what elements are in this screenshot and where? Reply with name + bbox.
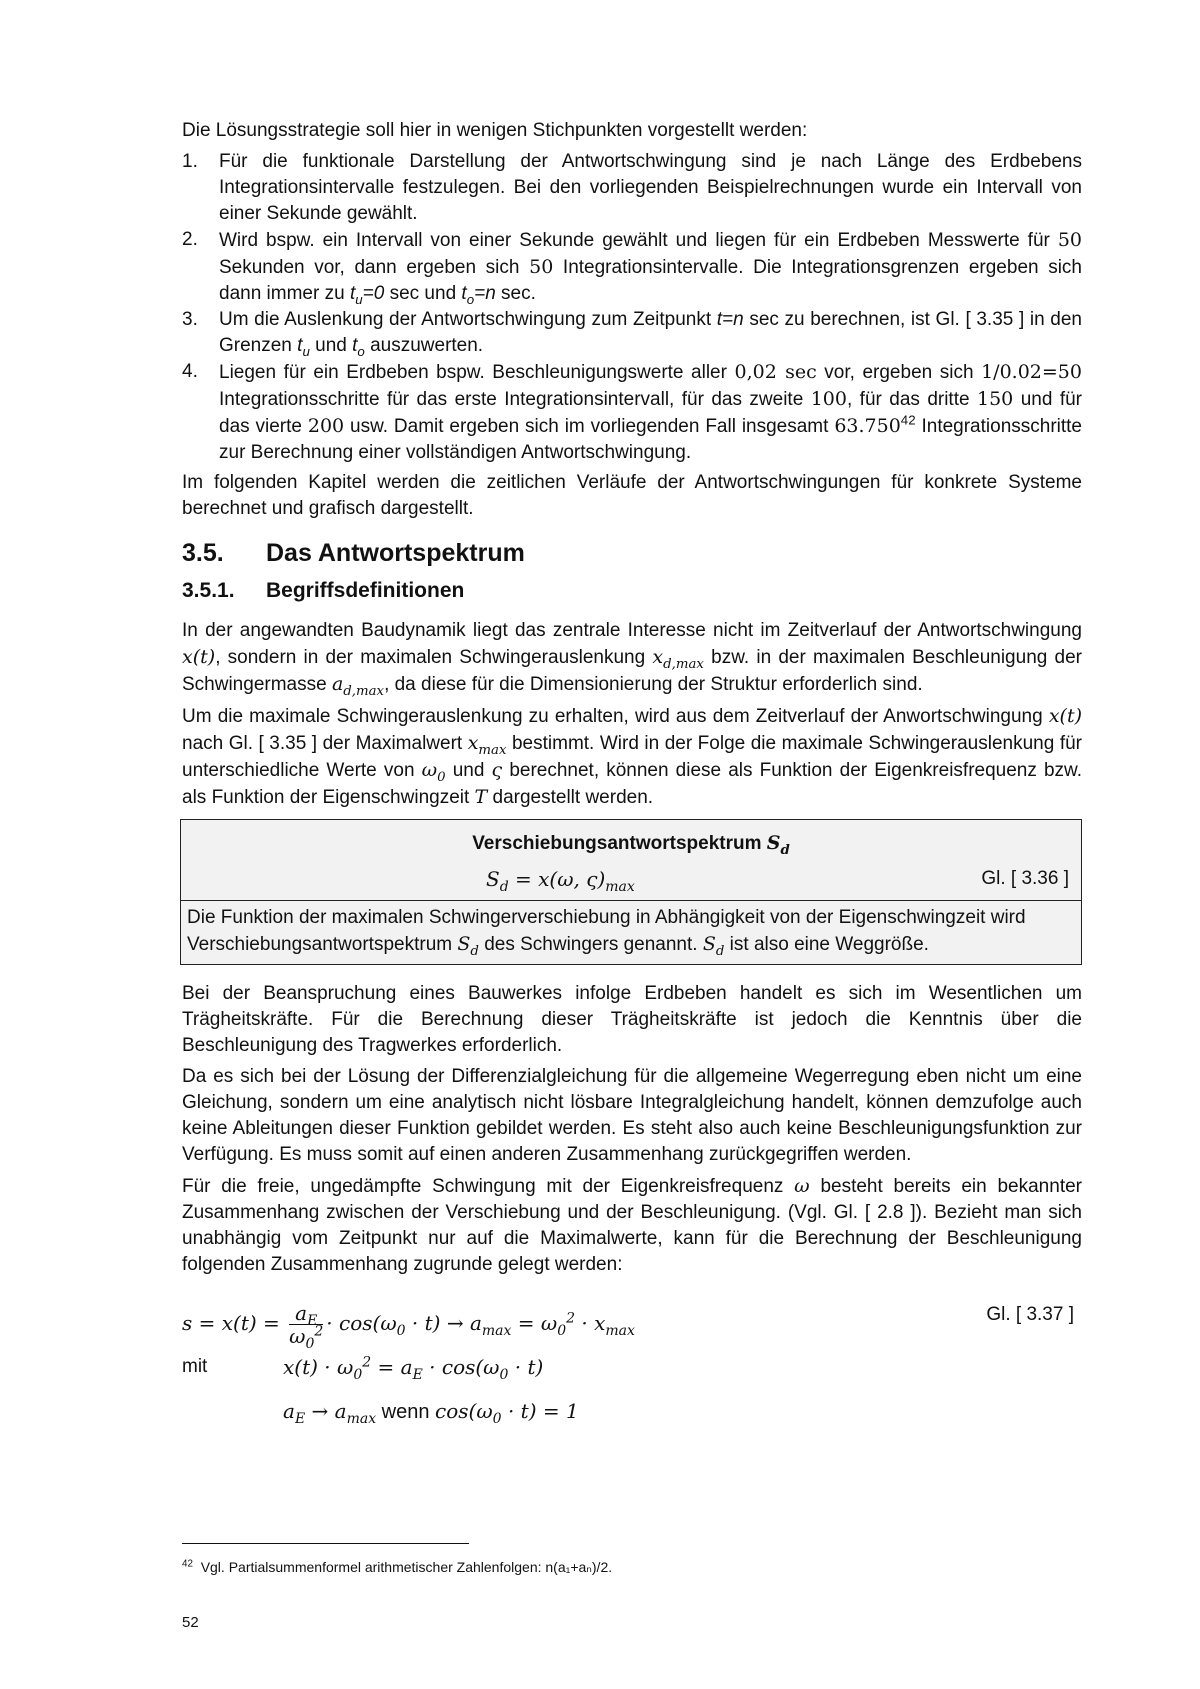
- list-item: [182, 149, 1082, 227]
- list-marker: 3.: [182, 309, 198, 330]
- footnote-text: Vgl. Partialsummenformel arithmetischer Zahlenfolgen: n(a₁+aₙ)/2.: [200, 1559, 613, 1575]
- equation-ref: Gl. [ 3.37 ]: [986, 1304, 1074, 1325]
- list-item-text: usw. Damit ergeben sich im vorliegenden Fall insgesamt: [344, 416, 835, 437]
- paragraph: Für die freie, ungedämpfte Schwingung mit der Eigenkreisfrequenz ω besteht bereits ein bekannter Zusammenhang zwischen der Verschiebung und der Beschleunigung. (Vgl. Gl. [ 2.8 ]). Bezieht man sich unabhängig vom Zeitpunkt nur auf die Maximalwerte, kann für die Berechnung der Beschleunigung folgenden Zusammenhang zugrunde gelegt werden:: [182, 1175, 1082, 1275]
- page-number: 52: [182, 1614, 199, 1631]
- equation-3-37: [182, 1288, 1082, 1352]
- formula: $S_d = x(\omega$, $\varsigma)_{max}$: [486, 867, 635, 895]
- inline-number: 50: [1057, 229, 1082, 251]
- inline-number: 63.750: [834, 415, 901, 437]
- definition-box: [180, 819, 1082, 965]
- list-item-text: Integrationsschritte zur Berechnung einer vollständigen Antwortschwingung.: [219, 416, 1083, 463]
- var-t: t=n: [716, 309, 744, 330]
- list-item-text: Integrationsschritte für das erste Integrationsintervall, für das zweite: [219, 389, 811, 410]
- list-item-text: Liegen für ein Erdbeben bspw. Beschleunigungswerte aller: [219, 362, 735, 383]
- footnote-separator: [182, 1543, 469, 1544]
- footnote-number: 42: [182, 1558, 193, 1570]
- footnote: [182, 1559, 612, 1576]
- formula: $a_E \to a_{max}$ wenn $\cos(\omega_0 \cdot t) = 1$: [283, 1399, 579, 1427]
- var-to: $t_o$: [352, 335, 365, 359]
- list-item: [182, 307, 1082, 359]
- var-tu: $t_u$: [297, 335, 310, 359]
- subsection-heading: [182, 578, 1082, 604]
- list-marker: 1.: [182, 151, 198, 172]
- math-inline: ς: [491, 759, 503, 781]
- paragraph: Im folgenden Kapitel werden die zeitlichen Verläufe der Antwortschwingungen für konkrete Systeme berechnet und grafisch dargestellt.: [182, 472, 1082, 519]
- paragraph: Um die maximale Schwingerauslenkung zu erhalten, wird aus dem Zeitverlauf der Anwortschwingung x(t) nach Gl. [ 3.35 ] der Maximalwert $x_{max}$ bestimmt. Wird in der Folge die maximale Schwingerauslenkung für unterschiedliche Werte von $\omega_0$ und ς berechnet, können diese als Funktion der Eigenkreisfrequenz bzw. als Funktion der Eigenschwingzeit T dargestellt werden.: [182, 705, 1082, 808]
- formula: $x(t) \cdot \omega_0^2 = a_E \cdot \cos(\omega_0 \cdot t)$: [283, 1354, 544, 1383]
- list-item-text: Integrationsintervalle. Die Integrationsgrenzen ergeben sich dann immer zu: [219, 257, 1082, 304]
- equation-3-36: [181, 860, 1081, 900]
- list-marker: 4.: [182, 361, 198, 382]
- list-item-text: und: [309, 335, 353, 356]
- inline-number: 50: [529, 256, 554, 278]
- list-item-text: auszuwerten.: [364, 335, 484, 356]
- section-heading: [182, 538, 1082, 568]
- list-item-text: , für das dritte: [846, 389, 977, 410]
- equation-mit-line-1: [182, 1348, 1082, 1392]
- math-inline: $x_{d,max}$: [652, 646, 704, 672]
- math-inline: ω: [794, 1175, 810, 1197]
- inline-number: 200: [307, 415, 345, 437]
- inline-number: 100: [810, 388, 847, 410]
- list-item: [182, 359, 1082, 466]
- paragraph: Da es sich bei der Lösung der Differenzialgleichung für die allgemeine Wegerregung eben nicht um eine Gleichung, sondern um eine analytisch nicht lösbare Integralgleichung handelt, können demzufolge auch keine Ableitungen dieser Funktion gebildet werden. Es steht also auch keine Beschleunigungsfunktion zur Verfügung. Es muss somit auf einen anderen Zusammenhang zurückgegriffen werden.: [182, 1066, 1082, 1165]
- paragraph: Bei der Beanspruchung eines Bauwerkes infolge Erdbeben handelt es sich im Wesentlichen um Trägheitskräfte. Für die Berechnung dieser Trägheitskräfte ist jedoch die Kenntnis über die Beschleunigung des Tragwerkes erforderlich.: [182, 983, 1082, 1056]
- footnote-ref: 42: [900, 412, 916, 428]
- list-item-text: sec.: [495, 283, 536, 304]
- mit-label: mit: [182, 1356, 208, 1377]
- paragraph: In der angewandten Baudynamik liegt das zentrale Interesse nicht im Zeitverlauf der Antwortschwingung x(t), sondern in der maximalen Schwingerauslenkung $x_{d,max}$ bzw. in der maximalen Beschleunigung der Schwingermasse $a_{d,max}$, da diese für die Dimensionierung der Struktur erforderlich sind.: [182, 620, 1082, 699]
- list-item-text: sec zu berechnen, ist Gl. [ 3.35 ] in den Grenzen: [219, 309, 1082, 356]
- formula: s = x(t) = $\frac{a_E}{\omega_0^2}$ · $\cos(\omega_0 \cdot t) \to a_{max} = \omega_0^2 \cdot x_{max}$: [182, 1301, 635, 1352]
- list-item-text: und für das vierte: [219, 389, 1082, 437]
- list-marker: 2.: [182, 229, 198, 250]
- list-item-text: Um die Auslenkung der Antwortschwingung zum Zeitpunkt: [219, 309, 717, 330]
- strategy-list: [182, 149, 1082, 466]
- definition-title: Verschiebungsantwortspektrum $S_d$: [472, 832, 790, 858]
- list-item: [182, 227, 1082, 307]
- section-title: Das Antwortspektrum: [266, 539, 525, 567]
- intro-text: Die Lösungsstrategie soll hier in wenigen Stichpunkten vorgestellt werden:: [182, 120, 808, 141]
- inline-number: 1/0.02=50: [981, 361, 1082, 383]
- list-item-text: vor, ergeben sich: [816, 362, 982, 383]
- list-item-text: Sekunden vor, dann ergeben sich: [219, 257, 530, 278]
- equation-mit-line-2: [182, 1392, 1082, 1436]
- section-number: 3.5.: [182, 539, 224, 567]
- list-item-text: Für die funktionale Darstellung der Antwortschwingung sind je nach Länge des Erdbebens Integrationsintervalle festzulegen. Bei den vorliegenden Beispielrechnungen wurde ein Intervall von einer Sekunde gewählt.: [219, 151, 1082, 224]
- math-inline: $\omega_0$: [421, 759, 446, 785]
- page-body: [182, 118, 1082, 1436]
- var-tu: $t_u=0$: [349, 283, 385, 307]
- list-item-text: sec und: [384, 283, 462, 304]
- var-to: $t_o=n$: [461, 283, 496, 307]
- definition-text: Die Funktion der maximalen Schwingerverschiebung in Abhängigkeit von der Eigenschwingzeit wird Verschiebungsantwortspektrum $S_d$ des Schwingers genannt. $S_d$ ist also eine Weggröße.: [181, 900, 1081, 964]
- inline-number: 150: [977, 388, 1014, 410]
- math-inline: $a_{d,max}$: [331, 673, 385, 699]
- list-item-text: Wird bspw. ein Intervall von einer Sekunde gewählt und liegen für ein Erdbeben Messwerte für: [219, 230, 1058, 251]
- inline-number: 0,02 sec: [734, 361, 817, 383]
- equation-ref: Gl. [ 3.36 ]: [981, 868, 1069, 889]
- math-inline: T: [474, 786, 488, 808]
- subsection-title: Begriffsdefinitionen: [266, 579, 465, 602]
- math-inline: $x_{max}$: [467, 732, 507, 758]
- math-inline: x(t): [182, 646, 216, 668]
- math-inline: x(t): [1048, 705, 1082, 727]
- subsection-number: 3.5.1.: [182, 579, 235, 602]
